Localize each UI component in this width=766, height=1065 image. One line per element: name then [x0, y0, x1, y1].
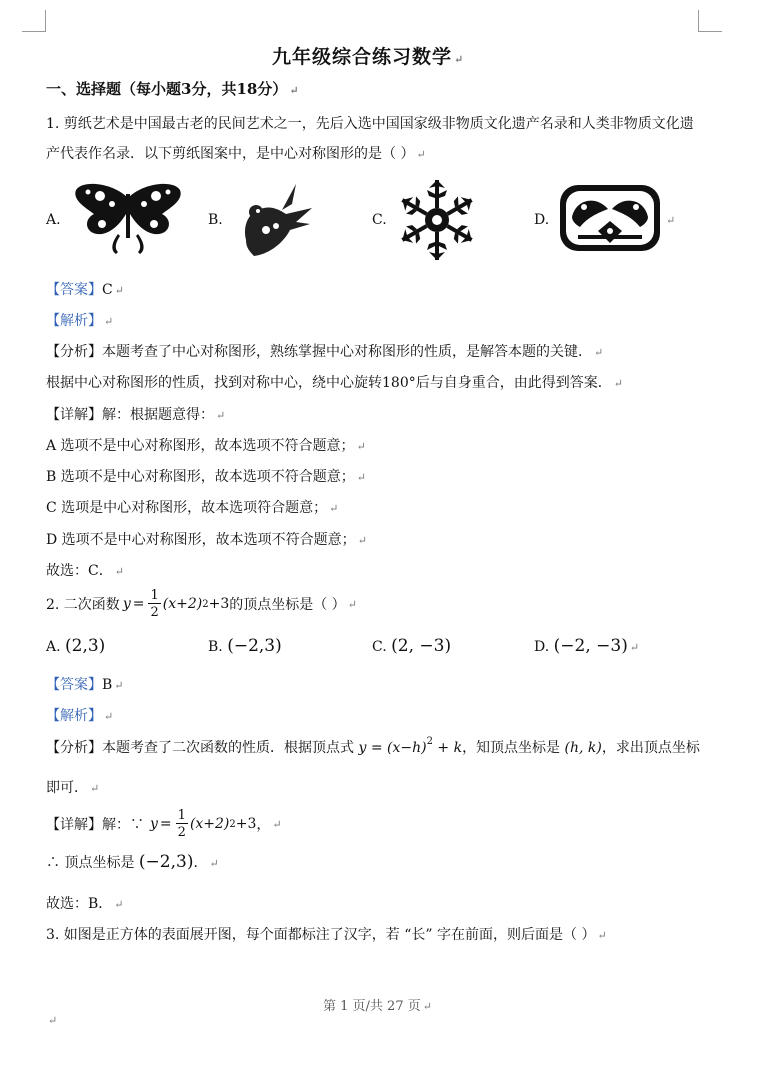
swallow-papercut-figure [236, 180, 316, 260]
crop-mark-top-left-h [22, 31, 46, 32]
q1-detail-line-c: C 选项是中心对称图形，故本选项符合题意； ↵ [46, 500, 339, 516]
q1-answer: 【答案】C ↵ [46, 282, 124, 298]
q1-option-a-label: A. [46, 212, 61, 228]
question-2-stem: 2. 二次函数 y = $\frac{1}{2}$ (x+2) 2 +3 的顶点坐标是（ ） ↵ [46, 588, 357, 620]
page-footer: 第 1 页/共 27 页 ↵ [323, 999, 432, 1014]
q2-option-a: A. (2,3) [46, 636, 106, 656]
crop-mark-top-right-v [698, 10, 699, 32]
q2-option-b: B. (−2,3) [208, 636, 282, 656]
question-3-stem: 3. 如图是正方体的表面展开图，每个面都标注了汉字，若 “长” 字在前面，则后面是（ ） ↵ [46, 927, 607, 943]
q1-option-b-label: B. [208, 212, 223, 228]
q1-conclusion: 故选：C． ↵ [46, 563, 124, 579]
q2-detail-line2: ∴ 顶点坐标是 (−2,3)． ↵ [46, 852, 219, 872]
q1-option-c-label: C. [372, 212, 387, 228]
q2-conclusion: 故选：B． ↵ [46, 896, 124, 912]
snowflake-papercut-figure [392, 178, 482, 262]
q1-analysis-line2: 根据中心对称图形的性质，找到对称中心，绕中心旋转180°后与自身重合，由此得到答案． ↵ [46, 375, 623, 391]
q1-option-d-label: D. [534, 212, 550, 228]
q1-detail-line-b: B 选项不是中心对称图形，故本选项不符合题意； ↵ [46, 469, 366, 485]
q2-option-c: C. (2, −3) [372, 636, 452, 656]
crop-mark-top-right-h [698, 31, 722, 32]
final-return-mark: ↵ [48, 1014, 58, 1027]
q2-detail: 【详解】 解：∵ y = $\frac{1}{2}$ (x+2) 2 +3 ， ↵ [46, 808, 282, 840]
q2-analysis-tag: 【解析】 ↵ [46, 708, 114, 724]
q1-detail-line-a: A 选项不是中心对称图形，故本选项不符合题意； ↵ [46, 438, 366, 454]
q1-analysis-tag: 【解析】 ↵ [46, 313, 114, 329]
q1-analysis: 【分析】本题考查了中心对称图形，熟练掌握中心对称图形的性质，是解答本题的关键． ↵ [46, 344, 604, 360]
fish-papercut-figure [558, 183, 662, 253]
q2-analysis-line2: 即可． ↵ [46, 780, 100, 796]
q1-detail-line-d: D 选项不是中心对称图形，故本选项不符合题意； ↵ [46, 532, 367, 548]
q1-options-return-mark: ↵ [666, 214, 676, 227]
question-1-stem-line2: 产代表作名录．以下剪纸图案中，是中心对称图形的是（ ） ↵ [46, 146, 426, 162]
q2-analysis: 【分析】本题考查了二次函数的性质．根据顶点式 $y = (x-h)^2 + k$，知顶点坐标是 (h, k)，求出顶点坐标 [46, 736, 700, 756]
page-title: 九年级综合练习数学 ↵ [272, 46, 465, 68]
q2-option-d: D. (−2, −3) ↵ [534, 636, 640, 656]
butterfly-papercut-figure [72, 180, 184, 256]
crop-mark-top-left-v [45, 10, 46, 32]
question-1-stem-line1: 1. 剪纸艺术是中国最古老的民间艺术之一，先后入选中国国家级非物质文化遗产名录和人类非物质文化遗 [46, 116, 694, 132]
section-heading: 一、选择题（每小题3分，共18分） ↵ [46, 80, 299, 98]
q2-answer: 【答案】B ↵ [46, 677, 124, 693]
q1-detail: 【详解】解：根据题意得： ↵ [46, 407, 226, 423]
